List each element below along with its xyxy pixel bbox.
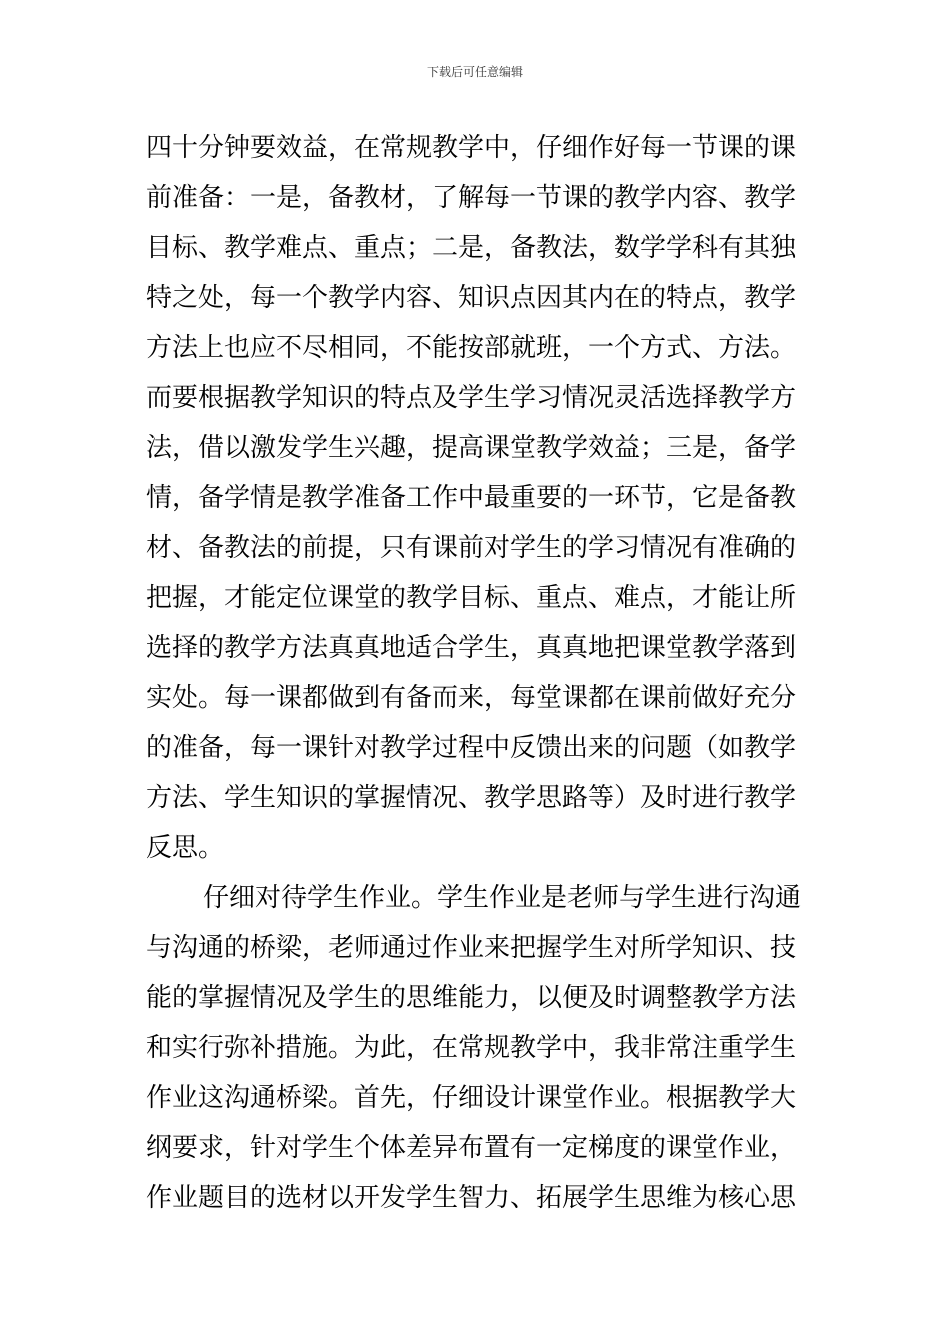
text-line: 情，备学情是教学准备工作中最重要的一环节，它是备教 — [146, 483, 797, 513]
text-line: 目标、教学难点、重点；二是，备教法，数学学科有其独 — [146, 233, 797, 263]
text-line: 方法上也应不尽相同，不能按部就班，一个方式、方法。 — [146, 333, 797, 363]
text-line: 实处。每一课都做到有备而来，每堂课都在课前做好充分 — [146, 683, 797, 713]
text-line: 四十分钟要效益，在常规教学中，仔细作好每一节课的课 — [146, 133, 797, 163]
text-line: 而要根据教学知识的特点及学生学习情况灵活选择教学方 — [146, 383, 797, 413]
text-line: 材、备教法的前提，只有课前对学生的学习情况有准确的 — [146, 533, 797, 563]
text-line: 选择的教学方法真真地适合学生，真真地把课堂教学落到 — [146, 633, 797, 663]
text-line: 前准备：一是，备教材，了解每一节课的教学内容、教学 — [146, 183, 797, 213]
text-line: 方法、学生知识的掌握情况、教学思路等）及时进行教学 — [146, 783, 797, 813]
text-line: 特之处，每一个教学内容、知识点因其内在的特点，教学 — [146, 283, 797, 313]
document-body — [146, 123, 808, 1223]
text-line: 和实行弥补措施。为此，在常规教学中，我非常注重学生 — [146, 1033, 797, 1063]
text-line: 法，借以激发学生兴趣，提高课堂教学效益；三是，备学 — [146, 433, 797, 463]
text-line: 作业题目的选材以开发学生智力、拓展学生思维为核心思 — [146, 1183, 797, 1213]
text-line: 与沟通的桥梁，老师通过作业来把握学生对所学知识、技 — [146, 933, 797, 963]
text-line: 作业这沟通桥梁。首先，仔细设计课堂作业。根据教学大 — [146, 1083, 797, 1113]
text-line: 纲要求，针对学生个体差异布置有一定梯度的课堂作业， — [146, 1133, 797, 1163]
text-line: 反思。 — [146, 833, 225, 863]
text-line: 的准备，每一课针对教学过程中反馈出来的问题（如教学 — [146, 733, 797, 763]
page-header: 下载后可任意编辑 — [426, 65, 523, 79]
text-line: 能的掌握情况及学生的思维能力，以便及时调整教学方法 — [146, 983, 797, 1013]
text-line: 把握，才能定位课堂的教学目标、重点、难点，才能让所 — [146, 583, 797, 613]
paragraph-first-line: 仔细对待学生作业。学生作业是老师与学生进行沟通 — [203, 883, 802, 913]
